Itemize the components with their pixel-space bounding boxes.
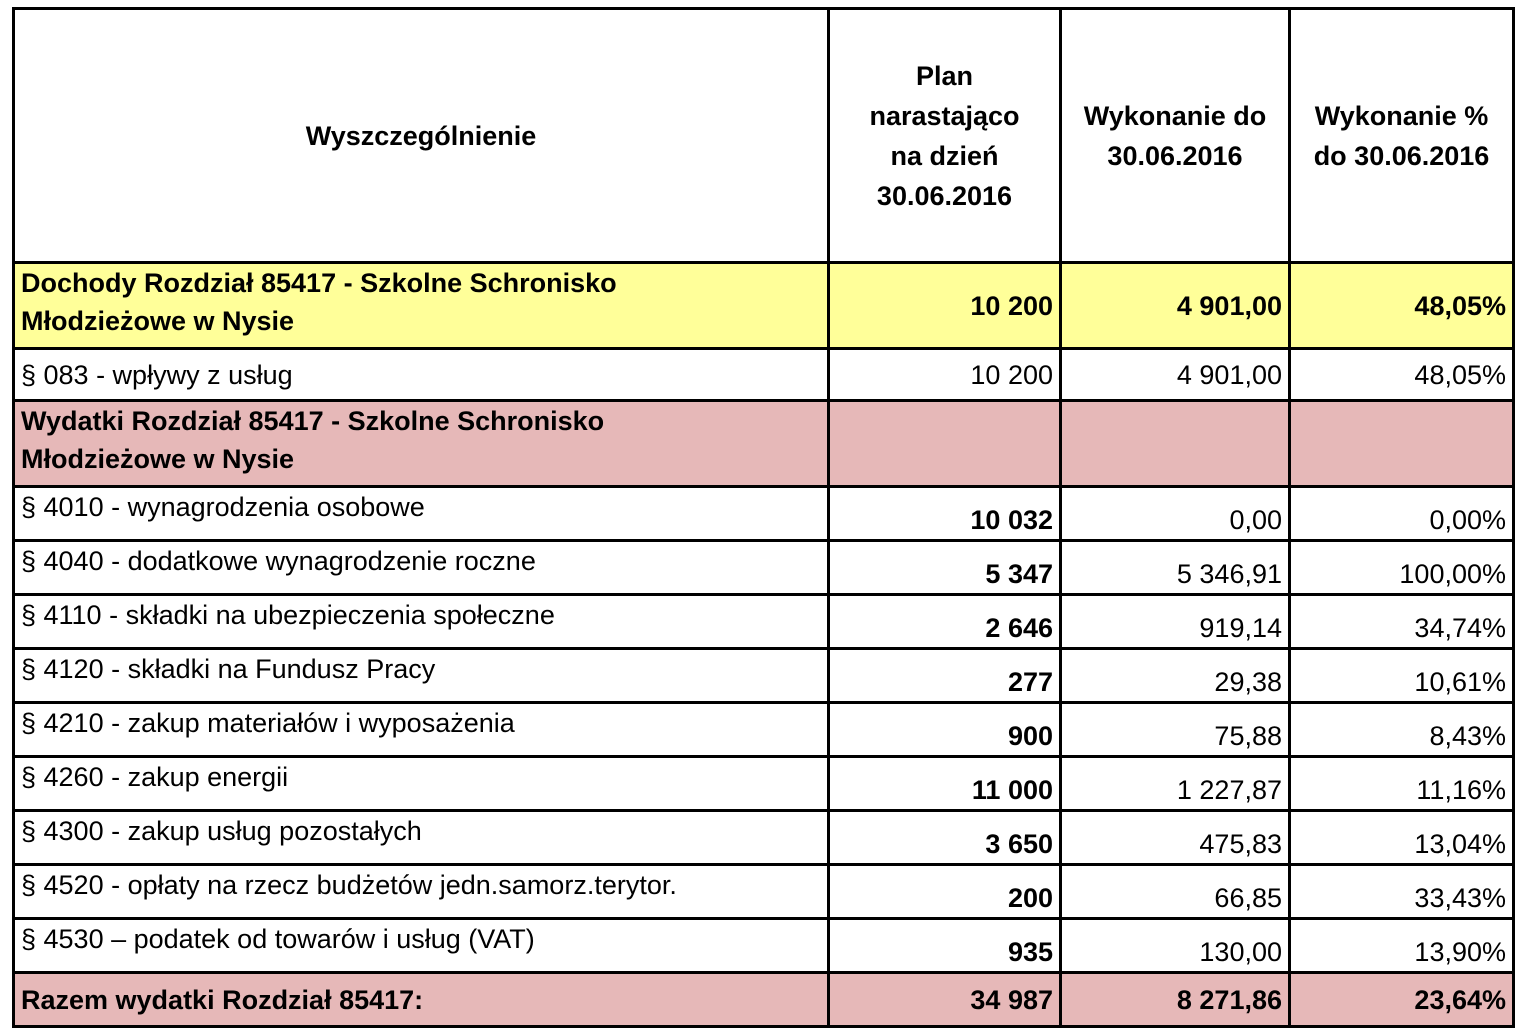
execution-cell: 66,85 bbox=[1061, 865, 1290, 919]
percent-cell: 100,00% bbox=[1290, 541, 1514, 595]
plan-cell: 10 032 bbox=[829, 487, 1061, 541]
header-description: Wyszczególnienie bbox=[14, 9, 829, 263]
row-label: § 4010 - wynagrodzenia osobowe bbox=[14, 487, 829, 541]
header-row bbox=[14, 9, 1514, 263]
execution-cell: 75,88 bbox=[1061, 703, 1290, 757]
percent-cell: 48,05% bbox=[1290, 263, 1514, 349]
row-label: § 4530 – podatek od towarów i usług (VAT) bbox=[14, 919, 829, 973]
total-row bbox=[14, 973, 1514, 1027]
execution-cell: 4 901,00 bbox=[1061, 263, 1290, 349]
execution-cell: 29,38 bbox=[1061, 649, 1290, 703]
percent-cell: 48,05% bbox=[1290, 349, 1514, 401]
percent-cell: 10,61% bbox=[1290, 649, 1514, 703]
expense-section-row bbox=[14, 401, 1514, 487]
execution-cell: 8 271,86 bbox=[1061, 973, 1290, 1027]
table-row bbox=[14, 703, 1514, 757]
execution-cell: 4 901,00 bbox=[1061, 349, 1290, 401]
section-label: Wydatki Rozdział 85417 - Szkolne Schronisko Młodzieżowe w Nysie bbox=[14, 401, 829, 487]
percent-cell: 0,00% bbox=[1290, 487, 1514, 541]
execution-cell: 5 346,91 bbox=[1061, 541, 1290, 595]
row-label: § 4260 - zakup energii bbox=[14, 757, 829, 811]
table-row bbox=[14, 487, 1514, 541]
plan-cell: 2 646 bbox=[829, 595, 1061, 649]
plan-cell: 277 bbox=[829, 649, 1061, 703]
empty-cell bbox=[829, 401, 1061, 487]
row-label: § 4040 - dodatkowe wynagrodzenie roczne bbox=[14, 541, 829, 595]
percent-cell: 13,90% bbox=[1290, 919, 1514, 973]
row-label: § 4300 - zakup usług pozostałych bbox=[14, 811, 829, 865]
table-row bbox=[14, 649, 1514, 703]
execution-cell: 475,83 bbox=[1061, 811, 1290, 865]
table-row bbox=[14, 595, 1514, 649]
execution-cell: 919,14 bbox=[1061, 595, 1290, 649]
row-label: § 4210 - zakup materiałów i wyposażenia bbox=[14, 703, 829, 757]
plan-cell: 200 bbox=[829, 865, 1061, 919]
plan-cell: 10 200 bbox=[829, 263, 1061, 349]
plan-cell: 935 bbox=[829, 919, 1061, 973]
percent-cell: 8,43% bbox=[1290, 703, 1514, 757]
execution-cell: 1 227,87 bbox=[1061, 757, 1290, 811]
table-row bbox=[14, 349, 1514, 401]
header-execution: Wykonanie do 30.06.2016 bbox=[1061, 9, 1290, 263]
plan-cell: 34 987 bbox=[829, 973, 1061, 1027]
table-row bbox=[14, 541, 1514, 595]
header-plan: Plan narastająco na dzień 30.06.2016 bbox=[829, 9, 1061, 263]
plan-cell: 10 200 bbox=[829, 349, 1061, 401]
percent-cell: 34,74% bbox=[1290, 595, 1514, 649]
table-row bbox=[14, 757, 1514, 811]
row-label: § 4120 - składki na Fundusz Pracy bbox=[14, 649, 829, 703]
plan-cell: 900 bbox=[829, 703, 1061, 757]
empty-cell bbox=[1061, 401, 1290, 487]
plan-cell: 5 347 bbox=[829, 541, 1061, 595]
percent-cell: 13,04% bbox=[1290, 811, 1514, 865]
section-label: Dochody Rozdział 85417 - Szkolne Schronisko Młodzieżowe w Nysie bbox=[14, 263, 829, 349]
plan-cell: 11 000 bbox=[829, 757, 1061, 811]
table-row bbox=[14, 865, 1514, 919]
row-label: § 4110 - składki na ubezpieczenia społeczne bbox=[14, 595, 829, 649]
total-label: Razem wydatki Rozdział 85417: bbox=[14, 973, 829, 1027]
table-row bbox=[14, 811, 1514, 865]
percent-cell: 11,16% bbox=[1290, 757, 1514, 811]
execution-cell: 130,00 bbox=[1061, 919, 1290, 973]
percent-cell: 23,64% bbox=[1290, 973, 1514, 1027]
plan-cell: 3 650 bbox=[829, 811, 1061, 865]
income-section-row bbox=[14, 263, 1514, 349]
empty-cell bbox=[1290, 401, 1514, 487]
execution-cell: 0,00 bbox=[1061, 487, 1290, 541]
row-label: § 4520 - opłaty na rzecz budżetów jedn.samorz.terytor. bbox=[14, 865, 829, 919]
header-execution-percent: Wykonanie % do 30.06.2016 bbox=[1290, 9, 1514, 263]
budget-table bbox=[12, 7, 1515, 1028]
table-row bbox=[14, 919, 1514, 973]
row-label: § 083 - wpływy z usług bbox=[14, 349, 829, 401]
percent-cell: 33,43% bbox=[1290, 865, 1514, 919]
